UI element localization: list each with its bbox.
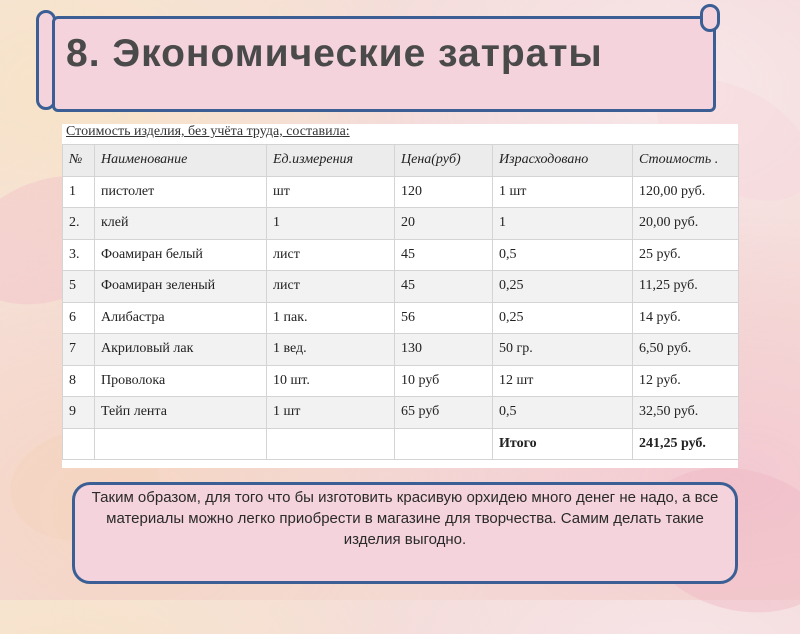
cell-empty	[95, 428, 267, 460]
cell-empty	[267, 428, 395, 460]
cell-used: 0,5	[493, 397, 633, 429]
cell-number: 1	[63, 176, 95, 208]
cell-price: 130	[395, 334, 493, 366]
cell-cost: 25 руб.	[633, 239, 739, 271]
cell-unit: 1 вед.	[267, 334, 395, 366]
table-total-row	[63, 428, 739, 460]
header-unit: Ед.измерения	[267, 145, 395, 177]
cell-cost: 6,50 руб.	[633, 334, 739, 366]
header-number: №	[63, 145, 95, 177]
cell-price: 56	[395, 302, 493, 334]
cell-name: Тейп лента	[95, 397, 267, 429]
header-cost: Стоимость .	[633, 145, 739, 177]
cell-unit: 1 шт	[267, 397, 395, 429]
table-row	[63, 397, 739, 429]
cell-used: 1	[493, 208, 633, 240]
cell-number: 3.	[63, 239, 95, 271]
table-caption: Стоимость изделия, без учёта труда, составила:	[66, 124, 350, 139]
cell-price: 10 руб	[395, 365, 493, 397]
scroll-curl-right	[700, 4, 720, 32]
table-row	[63, 176, 739, 208]
cell-name: Фоамиран зеленый	[95, 271, 267, 303]
cell-used: 50 гр.	[493, 334, 633, 366]
cell-price: 120	[395, 176, 493, 208]
cell-cost: 32,50 руб.	[633, 397, 739, 429]
cell-used: 1 шт	[493, 176, 633, 208]
cell-used: 0,25	[493, 302, 633, 334]
table-row	[63, 271, 739, 303]
cell-unit: 1 пак.	[267, 302, 395, 334]
header-name: Наименование	[95, 145, 267, 177]
cell-price: 20	[395, 208, 493, 240]
table-header-row	[63, 145, 739, 177]
cell-price: 45	[395, 239, 493, 271]
cell-name: Фоамиран белый	[95, 239, 267, 271]
table-row	[63, 239, 739, 271]
header-used: Израсходовано	[493, 145, 633, 177]
cell-used: 0,5	[493, 239, 633, 271]
cost-table	[62, 144, 739, 460]
cell-cost: 14 руб.	[633, 302, 739, 334]
table-row	[63, 302, 739, 334]
cell-cost: 120,00 руб.	[633, 176, 739, 208]
cell-name: клей	[95, 208, 267, 240]
cell-used: 12 шт	[493, 365, 633, 397]
cell-used: 0,25	[493, 271, 633, 303]
cell-name: пистолет	[95, 176, 267, 208]
cell-empty	[395, 428, 493, 460]
cell-cost: 11,25 руб.	[633, 271, 739, 303]
conclusion-text: Таким образом, для того что бы изготовить красивую орхидею много денег не надо, а все материалы можно легко приобрести в магазине для творчества. Самим делать такие изделия выгодно.	[72, 482, 738, 584]
cell-number: 2.	[63, 208, 95, 240]
cell-name: Алибастра	[95, 302, 267, 334]
cell-name: Проволока	[95, 365, 267, 397]
table-row	[63, 208, 739, 240]
cell-unit: лист	[267, 271, 395, 303]
total-value: 241,25 руб.	[633, 428, 739, 460]
cell-number: 8	[63, 365, 95, 397]
header-price: Цена(руб)	[395, 145, 493, 177]
table-row	[63, 334, 739, 366]
cell-cost: 12 руб.	[633, 365, 739, 397]
cell-price: 45	[395, 271, 493, 303]
cell-unit: шт	[267, 176, 395, 208]
slide-title: 8. Экономические затраты	[66, 32, 603, 75]
table-row	[63, 365, 739, 397]
cell-name: Акриловый лак	[95, 334, 267, 366]
cell-number: 7	[63, 334, 95, 366]
cell-empty	[63, 428, 95, 460]
cell-unit: лист	[267, 239, 395, 271]
cell-number: 5	[63, 271, 95, 303]
cell-price: 65 руб	[395, 397, 493, 429]
total-label: Итого	[493, 428, 633, 460]
cell-unit: 10 шт.	[267, 365, 395, 397]
cell-number: 6	[63, 302, 95, 334]
cell-cost: 20,00 руб.	[633, 208, 739, 240]
cell-number: 9	[63, 397, 95, 429]
cell-unit: 1	[267, 208, 395, 240]
